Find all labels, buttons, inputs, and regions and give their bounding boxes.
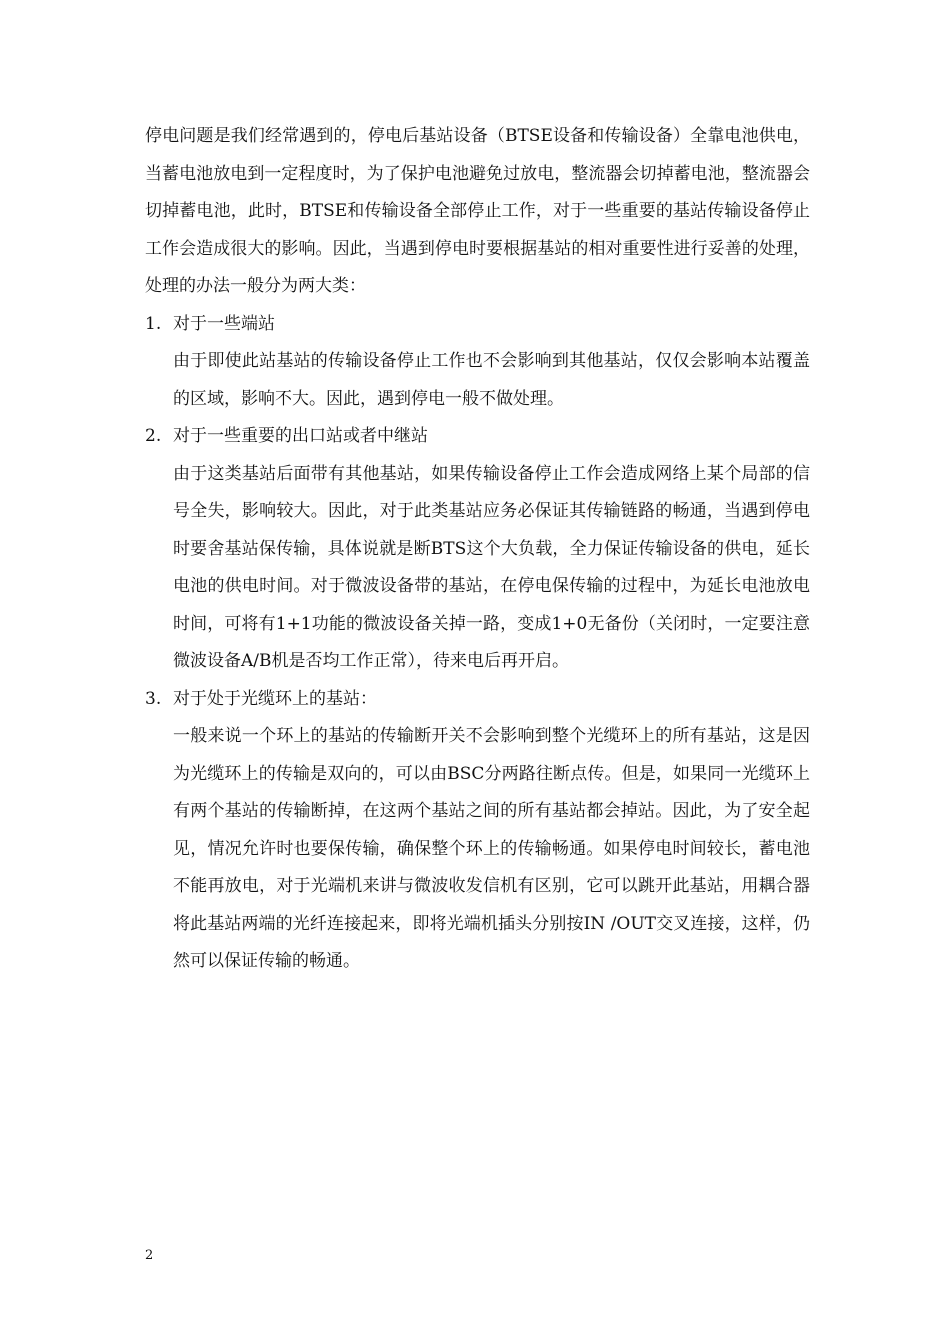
list-heading-text-2: 对于一些重要的出口站或者中继站 [173, 426, 428, 446]
list-item-2 [145, 418, 810, 681]
list-heading-1 [145, 306, 810, 344]
intro-paragraph: 停电问题是我们经常遇到的，停电后基站设备（BTSE设备和传输设备）全靠电池供电，当蓄电池放电到一定程度时，为了保护电池避免过放电，整流器会切掉蓄电池，整流器会切掉蓄电池，此时，BTSE和传输设备全部停止工作，对于一些重要的基站传输设备停止工作会造成很大的影响。因此，当遇到停电时要根据基站的相对重要性进行妥善的处理，处理的办法一般分为两大类： [145, 126, 810, 296]
list-heading-text-3: 对于处于光缆环上的基站： [173, 688, 377, 709]
list-heading-3 [145, 681, 810, 719]
list-body-2: 由于这类基站后面带有其他基站，如果传输设备停止工作会造成网络上某个局部的信号全失，影响较大。因此，对于此类基站应务必保证其传输链路的畅通，当遇到停电时要舍基站保传输，具体说就是断BTS这个大负载，全力保证传输设备的供电，延长电池的供电时间。对于微波设备带的基站，在停电保传输的过程中，为延长电池放电时间，可将有1+1功能的微波设备关掉一路，变成1+0无备份（关闭时，一定要注意微波设备A/B机是否均工作正常），待来电后再开启。 [173, 463, 810, 671]
list-heading-2 [145, 418, 810, 456]
list-item-3 [145, 681, 810, 981]
list-number-1: 1. [145, 313, 162, 334]
list-heading-text-1: 对于一些端站 [173, 313, 275, 334]
list-number-3: 3. [145, 688, 162, 709]
list-body-1: 由于即使此站基站的传输设备停止工作也不会影响到其他基站，仅仅会影响本站覆盖的区域，影响不大。因此，遇到停电一般不做处理。 [173, 351, 810, 409]
list-body-3: 一般来说一个环上的基站的传输断开关不会影响到整个光缆环上的所有基站，这是因为光缆环上的传输是双向的，可以由BSC分两路往断点传。但是，如果同一光缆环上有两个基站的传输断掉，在这两个基站之间的所有基站都会掉站。因此，为了安全起见，情况允许时也要保传输，确保整个环上的传输畅通。如果停电时间较长，蓄电池不能再放电，对于光端机来讲与微波收发信机有区别，它可以跳开此基站，用耦合器将此基站两端的光纤连接起来，即将光端机插头分别按IN /OUT交叉连接，这样，仍然可以保证传输的畅通。 [173, 726, 810, 971]
list-item-1 [145, 306, 810, 419]
page-number: 2 [145, 1248, 154, 1263]
document-body [145, 118, 810, 981]
list-number-2: 2. [145, 426, 162, 446]
